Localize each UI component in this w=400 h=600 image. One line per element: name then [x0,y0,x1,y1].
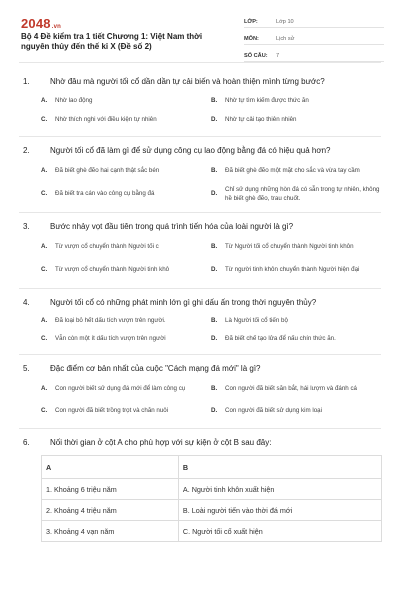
table-row [42,500,382,521]
option-b[interactable] [211,92,381,111]
option-d[interactable] [211,183,381,206]
question-text: Người tối cổ đã làm gì để sử dụng công cụ lao động bằng đá có hiệu quả hơn? [50,146,331,155]
question-number: 3. [23,222,30,231]
question-number: 6. [23,438,30,447]
question-5 [19,355,381,429]
meta-value: Lớp 10 [276,19,294,25]
table-cell: C. Người tối cổ xuất hiện [178,521,381,542]
question-number: 1. [23,77,30,86]
option-letter: D. [211,334,218,342]
document-header [19,0,381,63]
table-row [42,521,382,542]
option-b[interactable] [211,312,381,330]
option-letter: D. [211,266,218,274]
option-text: Từ vượn cổ chuyển thành Người tinh khô [55,266,170,274]
question-4 [19,289,381,355]
option-text: Vẫn còn một ít dấu tích vượn trên người [55,334,166,342]
logo-suffix: .vn [51,24,62,30]
table-header-row [42,456,382,479]
table-cell: 1. Khoảng 6 triệu năm [42,479,179,500]
logo-text: 2048 [21,16,51,31]
option-c[interactable] [41,330,211,348]
option-d[interactable] [211,330,381,348]
meta-key: LỚP: [244,19,258,25]
option-letter: C. [41,334,48,342]
question-3 [19,213,381,289]
matching-table [41,455,382,542]
option-c[interactable] [41,183,211,206]
question-text: Người tối cổ có những phát minh lớn gì ghi dấu ấn trong thời nguyên thủy? [50,298,317,307]
option-a[interactable] [41,160,211,183]
question-text: Nhờ đâu mà người tối cổ dần dần tự cải biến và hoàn thiện mình từng bước? [50,77,325,86]
option-text: Nhờ tự cải tạo thiên nhiên [225,116,297,124]
option-b[interactable] [211,236,381,259]
table-cell: 3. Khoảng 4 vạn năm [42,521,179,542]
option-d[interactable] [211,400,381,422]
option-text: Đã biết ghè đẽo hai cạnh thật sắc bén [55,167,160,175]
option-text: Từ người tinh khôn chuyển thành Người hiện đại [225,266,360,274]
question-number: 4. [23,298,30,307]
question-6 [19,429,381,542]
table-row [42,479,382,500]
option-text: Đã loại bỏ hết dấu tích vượn trên người. [55,316,166,324]
option-c[interactable] [41,400,211,422]
option-a[interactable] [41,378,211,400]
table-cell: 2. Khoảng 4 triệu năm [42,500,179,521]
option-d[interactable] [211,259,381,282]
option-letter: C. [41,116,48,124]
option-text: Nhờ thích nghi với điều kiện tự nhiên [55,116,157,124]
question-text: Nối thời gian ở cột A cho phù hợp với sự kiện ở cột B sau đây: [50,438,272,447]
meta-row-subject [244,31,384,45]
option-letter: C. [41,406,48,414]
option-letter: A. [41,384,48,392]
meta-row-count [244,48,384,62]
option-c[interactable] [41,111,211,130]
meta-value: Lịch sử [276,36,295,42]
option-letter: C. [41,190,48,198]
option-text: Chỉ sử dụng những hòn đá có sẵn trong tự nhiên, không hề biết ghè đẽo, trau chuốt. [225,186,380,202]
option-text: Con người đã biết sử dụng kim loại [225,406,322,414]
site-logo[interactable] [21,16,61,31]
option-b[interactable] [211,160,381,183]
meta-key: MÔN: [244,36,259,42]
table-cell: A. Người tinh khôn xuất hiện [178,479,381,500]
meta-key: SỐ CÂU: [244,53,268,59]
option-text: Là Người tối cổ tiến bộ [225,316,288,324]
option-letter: A. [41,167,48,175]
meta-row-class [244,14,384,28]
column-a-header: A [42,456,179,479]
option-letter: B. [211,167,218,175]
option-letter: A. [41,316,48,324]
table-cell: B. Loài người tiến vào thời đá mới [178,500,381,521]
option-text: Nhờ lao động [55,97,93,105]
option-letter: A. [41,243,48,251]
question-number: 2. [23,146,30,155]
option-text: Nhờ tự tìm kiếm được thức ăn [225,97,309,105]
option-a[interactable] [41,92,211,111]
option-text: Con người đã biết trồng trọt và chăn nuôi [55,406,169,414]
question-1 [19,63,381,137]
question-2 [19,137,381,213]
option-text: Từ Người tối cổ chuyển thành Người tinh khôn [225,243,354,251]
column-b-header: B [178,456,381,479]
question-number: 5. [23,364,30,373]
option-a[interactable] [41,312,211,330]
meta-panel [244,14,384,65]
option-d[interactable] [211,111,381,130]
option-letter: D. [211,190,218,198]
option-letter: D. [211,116,218,124]
question-text: Bước nhảy vọt đầu tiên trong quá trình tiến hóa của loài người là gì? [50,222,294,231]
document-title: Bộ 4 Đề kiểm tra 1 tiết Chương 1: Việt Nam thời nguyên thủy đến thế kỉ X (Đề số 2) [21,32,203,51]
option-text: Đã biết ghè đẽo một mặt cho sắc và vừa tay cầm [225,167,360,175]
option-text: Đã biết tra cán vào công cụ bằng đá [55,190,155,198]
option-text: Đã biết chế tạo lửa để nấu chín thức ăn. [225,334,336,342]
option-a[interactable] [41,236,211,259]
option-letter: B. [211,97,218,105]
meta-value: 7 [276,53,280,59]
option-text: Con người biết sử dụng đá mới để làm công cụ [55,384,186,392]
option-letter: B. [211,243,218,251]
question-text: Đặc điểm cơ bản nhất của cuộc "Cách mạng đá mới" là gì? [50,364,261,373]
option-letter: B. [211,316,218,324]
option-c[interactable] [41,259,211,282]
option-b[interactable] [211,378,381,400]
option-letter: B. [211,384,218,392]
option-text: Từ vượn cổ chuyển thành Người tối c [55,243,159,251]
option-letter: D. [211,406,218,414]
option-letter: C. [41,266,48,274]
option-letter: A. [41,97,48,105]
option-text: Con người đã biết săn bắt, hái lượm và đánh cá [225,384,357,392]
